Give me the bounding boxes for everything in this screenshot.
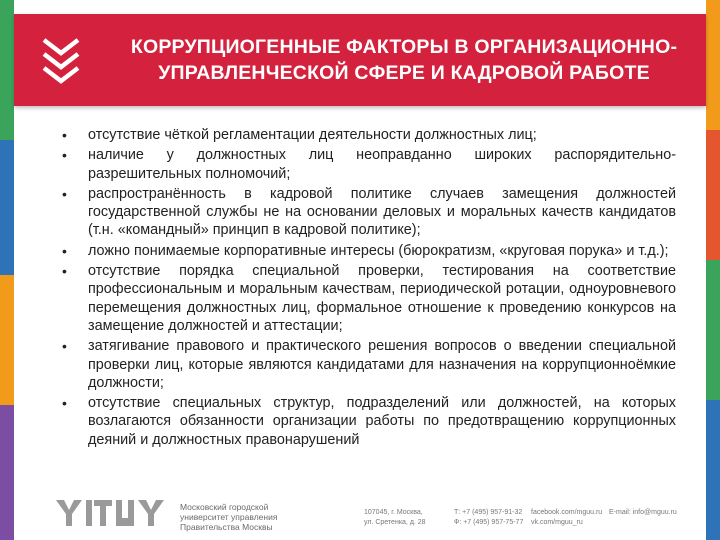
list-item-text: наличие у должностных лиц неоправданно широких распорядительно-разрешительных полномочий; xyxy=(88,147,676,182)
facebook-link[interactable]: facebook.com/mguu.ru xyxy=(531,509,603,516)
footer-email xyxy=(609,508,689,518)
slide-title: КОРРУПЦИОГЕННЫЕ ФАКТОРЫ В ОРГАНИЗАЦИОННО-УПРАВЛЕНЧЕСКОЙ СФЕРЕ И КАДРОВОЙ РАБОТЕ xyxy=(130,36,678,84)
bullet-icon: • xyxy=(62,242,67,259)
email-link[interactable]: E-mail: info@mguu.ru xyxy=(609,509,677,516)
factor-list xyxy=(62,126,676,449)
list-item-text: отсутствие порядка специальной проверки, тестирования на соответствие профессиональным и моральным качествам, периодической ротации, одноуровневого перемещения должностных лиц, формальное отношение к проведению конкурсов на замещение должностей и аттестации; xyxy=(88,263,676,334)
bullet-icon: • xyxy=(62,147,67,164)
list-item xyxy=(62,146,676,183)
bullet-icon: • xyxy=(62,127,67,143)
bullet-icon: • xyxy=(62,395,67,412)
vk-link[interactable]: vk.com/mguu_ru xyxy=(531,519,583,526)
stripe-green xyxy=(706,260,720,400)
list-item xyxy=(62,337,676,392)
logo-line: Правительства Москвы xyxy=(180,522,273,532)
list-item-text: распространённость в кадровой политике случаев замещения должностей государственной службы не на основании деловых и моральных качеств кандидатов (т.н. «командный» принцип в кадровой политике); xyxy=(88,185,676,239)
address-line: ул. Сретенка, д. 28 xyxy=(364,519,426,526)
stripe-red xyxy=(706,130,720,260)
fax-line: Ф: +7 (495) 957-75-77 xyxy=(454,519,524,526)
logo-line: Московский городской xyxy=(180,502,269,512)
list-item xyxy=(62,394,676,449)
stripe-orange xyxy=(706,0,720,130)
slide-footer xyxy=(0,490,720,540)
bullet-icon: • xyxy=(62,263,67,280)
address-line: 107045, г. Москва, xyxy=(364,509,423,516)
list-item xyxy=(62,126,676,144)
list-item-text: отсутствие специальных структур, подразделений или должностей, на которых возлагаются обязанности организации работы по предотвращению коррупционных деяний и должностных правонарушений xyxy=(88,395,676,448)
list-item xyxy=(62,262,676,335)
slide-header xyxy=(14,14,706,106)
list-item-text: затягивание правового и практического решения вопросов о введении специальной проверки лиц, которые являются кандидатами для назначения на коррупционноёмкие должности; xyxy=(88,338,676,391)
list-item xyxy=(62,242,676,260)
bullet-icon: • xyxy=(62,338,67,355)
stripe-blue xyxy=(0,140,14,275)
list-item-text: ложно понимаемые корпоративные интересы (бюрократизм, «круговая порука» и т.д.); xyxy=(88,242,669,259)
list-item-text: отсутствие чёткой регламентации деятельности должностных лиц; xyxy=(88,127,537,143)
university-name xyxy=(180,502,280,532)
bullet-list-area xyxy=(62,126,676,451)
bullet-icon: • xyxy=(62,185,67,202)
stripe-orange xyxy=(0,275,14,405)
phone-line: Т: +7 (495) 957-91-32 xyxy=(454,509,523,516)
logo-line: университет управления xyxy=(180,512,278,522)
triple-chevron-down-icon xyxy=(40,36,82,84)
list-item xyxy=(62,185,676,240)
university-logo-icon xyxy=(56,500,174,526)
footer-address xyxy=(364,508,444,528)
footer-social-links xyxy=(531,508,611,528)
footer-phones xyxy=(454,508,534,528)
stripe-green xyxy=(0,0,14,140)
